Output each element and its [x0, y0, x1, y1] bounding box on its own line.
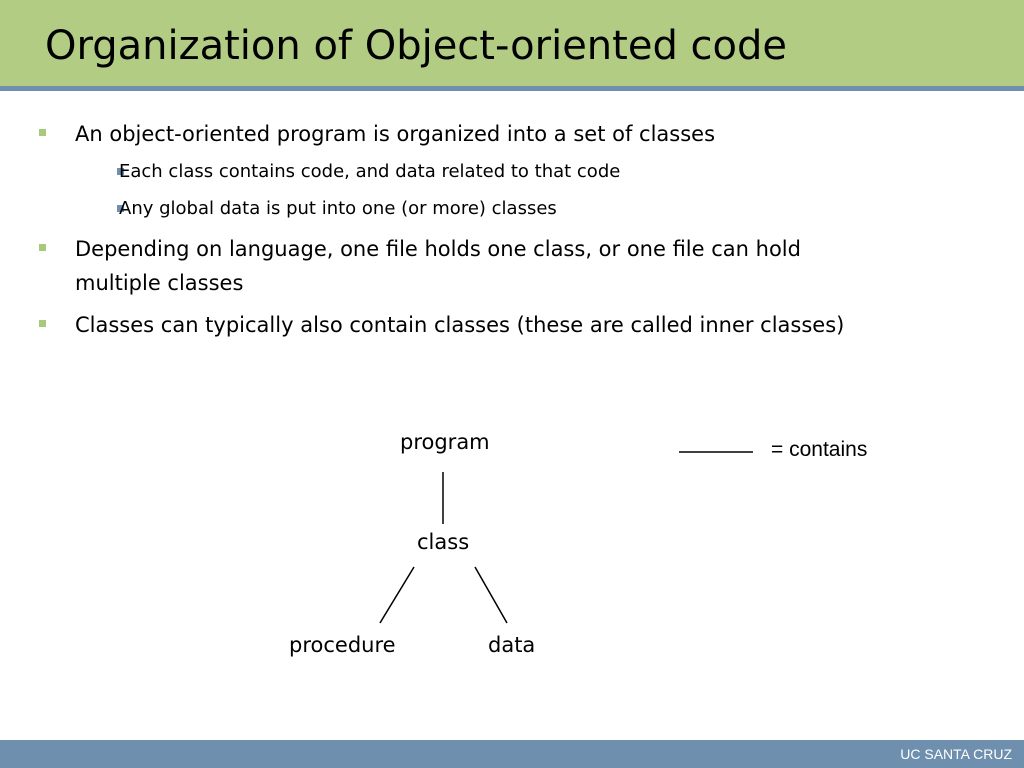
slide-title: Organization of Object-oriented code — [45, 23, 788, 69]
node-class: class — [417, 530, 470, 554]
footer-label: UC SANTA CRUZ — [900, 746, 1012, 762]
legend-label: = contains — [771, 438, 868, 461]
bullet-item: Depending on language, one file holds one class, or one file can hold multiple classes — [75, 237, 801, 295]
node-procedure: procedure — [289, 633, 396, 657]
edge-class-data — [475, 567, 507, 623]
edge-class-procedure — [380, 567, 414, 623]
sub-bullet-item: Each class contains code, and data related to that code — [119, 161, 621, 182]
sub-bullet-item: Any global data is put into one (or more) classes — [119, 198, 557, 219]
footer-bar — [0, 740, 1024, 768]
bullet-item: Classes can typically also contain classes (these are called inner classes) — [75, 313, 845, 337]
node-data: data — [488, 633, 536, 657]
bullet-item: An object-oriented program is organized into a set of classes — [75, 122, 716, 146]
node-program: program — [400, 430, 490, 454]
